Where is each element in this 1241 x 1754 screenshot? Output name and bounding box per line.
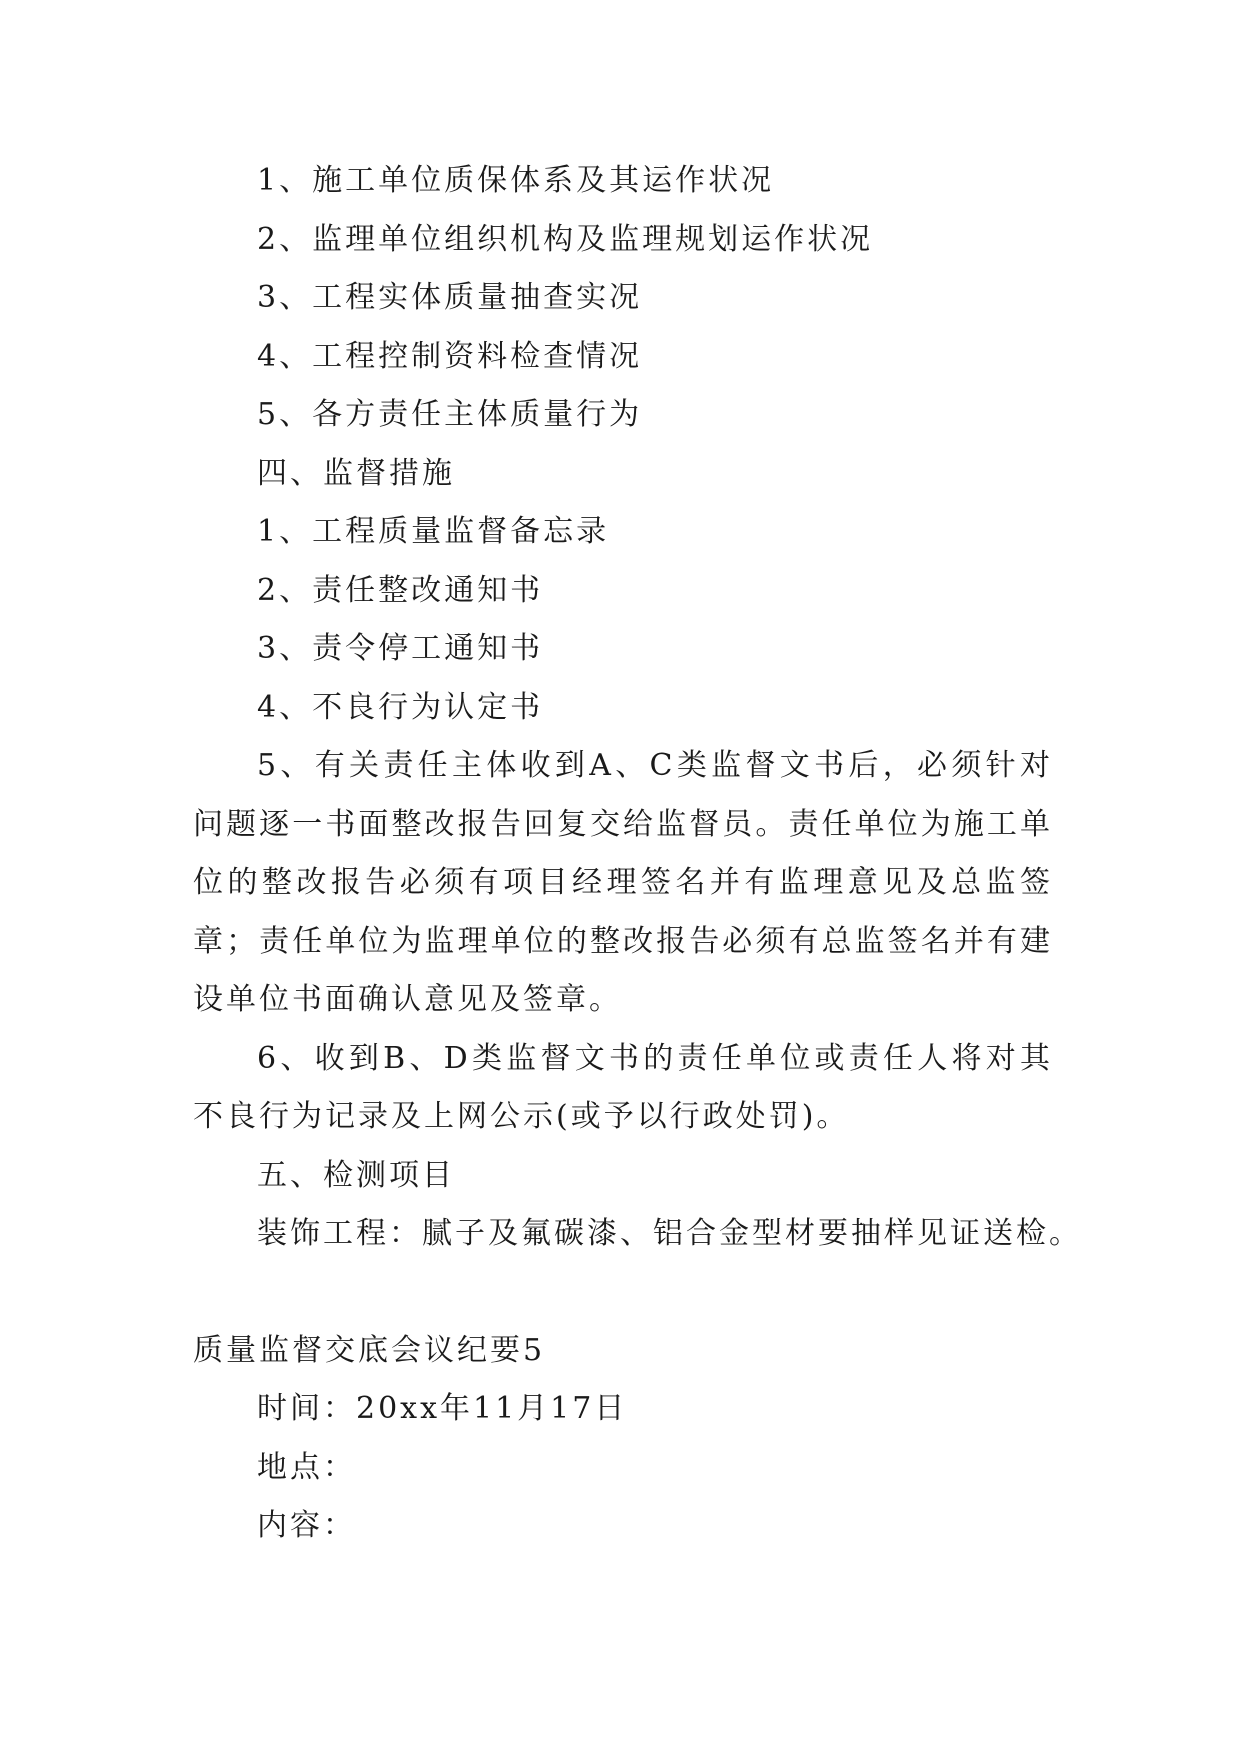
list-item: 1、施工单位质保体系及其运作状况 <box>257 163 775 198</box>
list-item: 3、工程实体质量抽查实况 <box>257 280 643 315</box>
list-item: 2、监理单位组织机构及监理规划运作状况 <box>257 221 874 257</box>
spacer <box>193 1264 1053 1322</box>
section-heading: 四、监督措施 <box>257 455 455 491</box>
list-item: 4、工程控制资料检查情况 <box>257 338 643 374</box>
list-item: 4、不良行为认定书 <box>257 689 544 725</box>
meeting-time: 时间：20xx年11月17日 <box>257 1391 628 1426</box>
document-body <box>193 152 1082 1556</box>
decoration-requirement: 装饰工程：腻子及氟碳漆、铝合金型材要抽样见证送检。 <box>257 1216 1082 1251</box>
list-item: 2、责任整改通知书 <box>257 572 544 608</box>
list-item: 5、各方责任主体质量行为 <box>257 397 643 432</box>
paragraph-item-6: 6、收到B、D类监督文书的责任单位或责任人将对其不良行为记录及上网公示(或予以行政处罚)。 <box>193 1040 1053 1134</box>
list-item: 3、责令停工通知书 <box>257 631 544 666</box>
meeting-title: 质量监督交底会议纪要5 <box>193 1332 546 1368</box>
section-heading: 五、检测项目 <box>257 1157 455 1193</box>
meeting-content: 内容： <box>257 1508 356 1543</box>
paragraph-item-5: 5、有关责任主体收到A、C类监督文书后，必须针对问题逐一书面整改报告回复交给监督员。责任单位为施工单位的整改报告必须有项目经理签名并有监理意见及总监签章；责任单位为监理单位的整改报告必须有总监签名并有建设单位书面确认意见及签章。 <box>193 748 1053 1017</box>
list-item: 1、工程质量监督备忘录 <box>257 514 610 549</box>
meeting-place: 地点： <box>257 1449 356 1485</box>
